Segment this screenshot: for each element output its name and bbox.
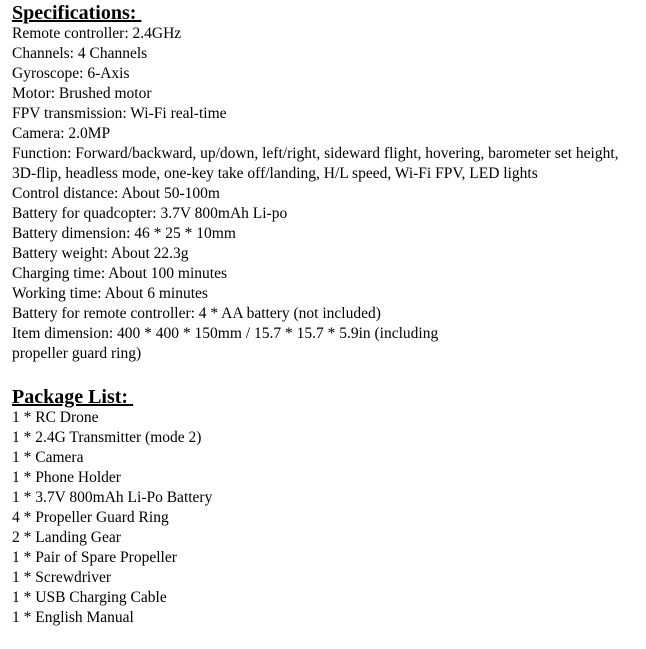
- spec-line: propeller guard ring): [12, 345, 142, 362]
- spec-line: Charging time: About 100 minutes: [12, 265, 227, 282]
- spec-line: Battery for quadcopter: 3.7V 800mAh Li-po: [12, 205, 288, 222]
- spec-line: Motor: Brushed motor: [12, 85, 152, 102]
- spec-line: Battery weight: About 22.3g: [12, 245, 189, 262]
- spec-line: Remote controller: 2.4GHz: [12, 25, 182, 42]
- package-item: 1 * USB Charging Cable: [12, 589, 167, 606]
- spec-line: Battery dimension: 46 * 25 * 10mm: [12, 225, 236, 242]
- package-item: 1 * Camera: [12, 449, 84, 466]
- section-spacer: [12, 364, 642, 386]
- specifications-heading: Specifications:: [12, 2, 142, 24]
- package-list: [12, 408, 642, 628]
- package-item: 4 * Propeller Guard Ring: [12, 509, 169, 526]
- package-item: 1 * 2.4G Transmitter (mode 2): [12, 429, 202, 446]
- spec-line-function: Function: Forward/backward, up/down, left/right, sideward flight, hovering, barometer set height, 3D-flip, headless mode, one-key take off/landing, H/L speed, Wi-Fi FPV, LED lights: [12, 145, 619, 182]
- spec-line: Working time: About 6 minutes: [12, 285, 208, 302]
- package-item: 1 * Pair of Spare Propeller: [12, 549, 177, 566]
- package-list-heading: Package List:: [12, 386, 134, 408]
- spec-line: Gyroscope: 6-Axis: [12, 65, 130, 82]
- spec-line: FPV transmission: Wi-Fi real-time: [12, 105, 227, 122]
- spec-line: Battery for remote controller: 4 * AA battery (not included): [12, 305, 381, 322]
- product-document: [12, 2, 642, 628]
- package-item: 2 * Landing Gear: [12, 529, 121, 546]
- package-item: 1 * 3.7V 800mAh Li-Po Battery: [12, 489, 213, 506]
- specifications-list: [12, 24, 642, 364]
- package-item: 1 * RC Drone: [12, 409, 99, 426]
- package-item: 1 * English Manual: [12, 609, 134, 626]
- spec-line: Item dimension: 400 * 400 * 150mm / 15.7 * 15.7 * 5.9in (including: [12, 325, 439, 342]
- spec-line: Control distance: About 50-100m: [12, 185, 220, 202]
- spec-line: Channels: 4 Channels: [12, 45, 148, 62]
- package-item: 1 * Phone Holder: [12, 469, 121, 486]
- spec-line: Camera: 2.0MP: [12, 125, 111, 142]
- package-item: 1 * Screwdriver: [12, 569, 111, 586]
